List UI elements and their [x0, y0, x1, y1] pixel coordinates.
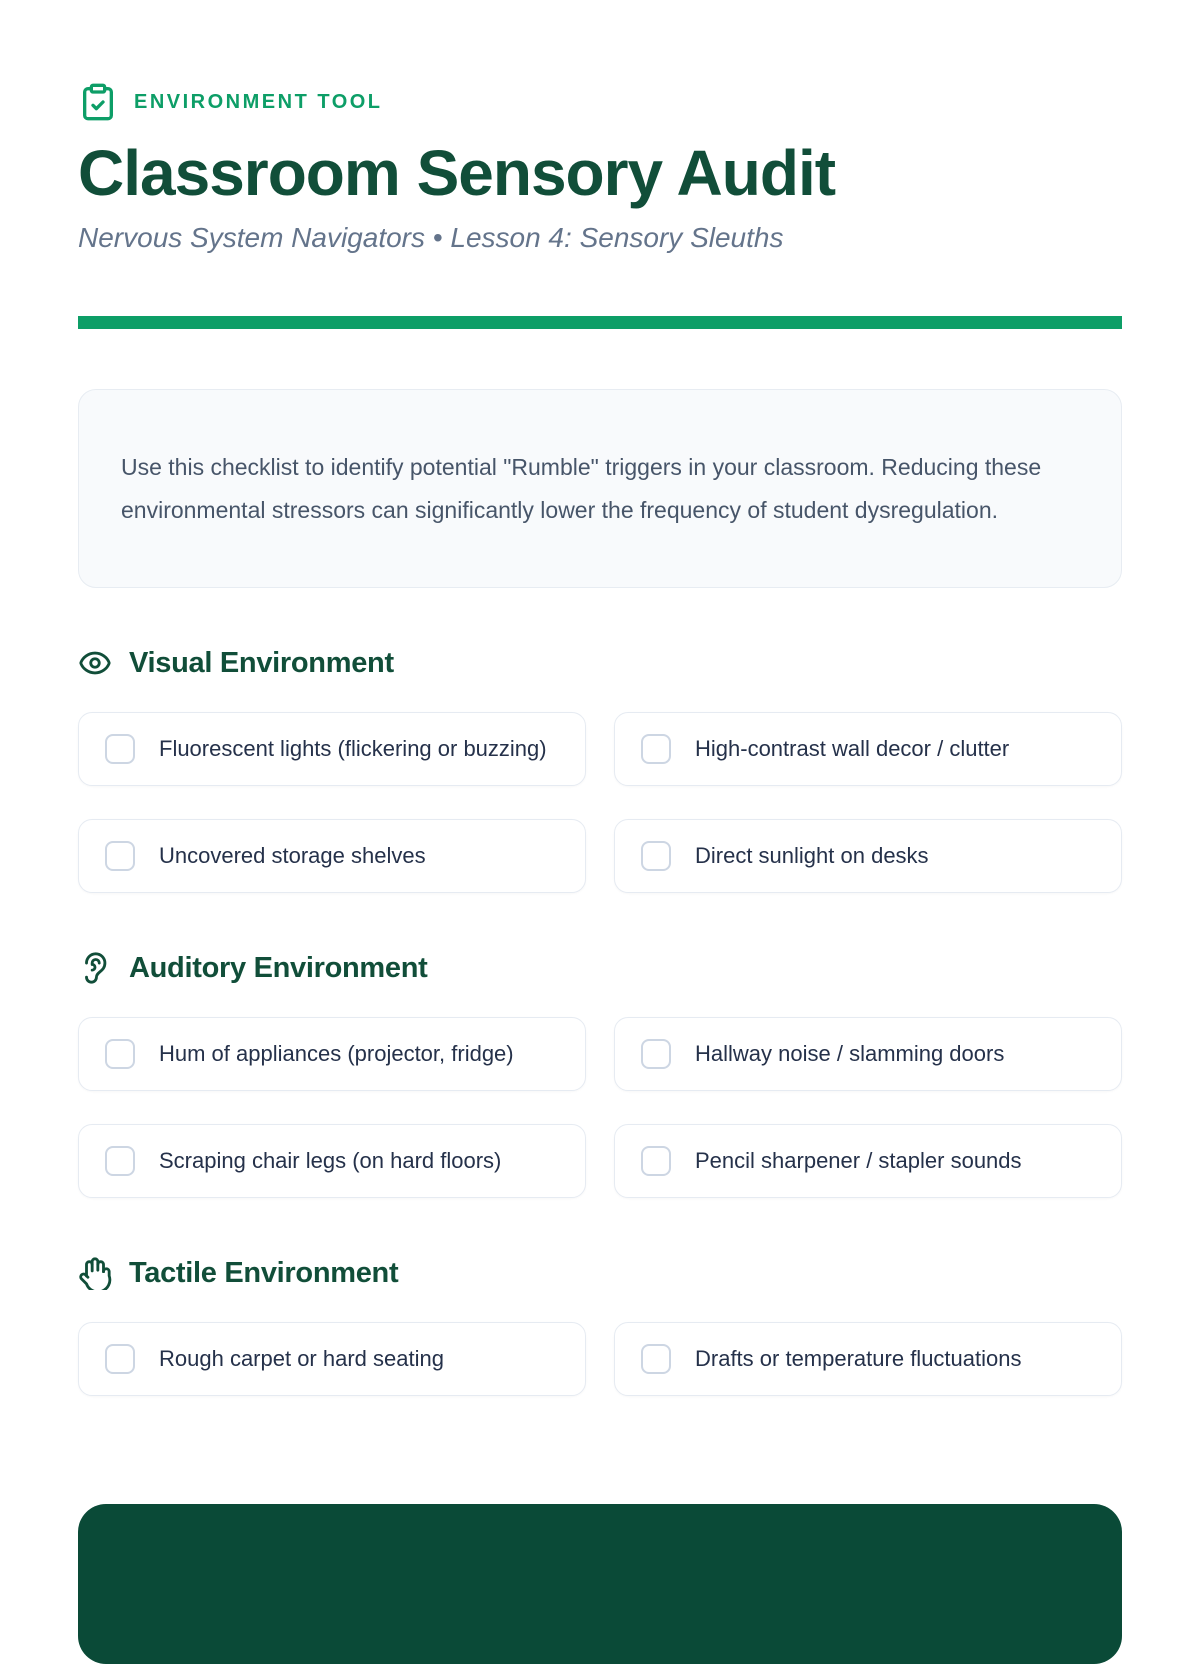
checklist-grid-auditory [78, 1017, 1122, 1198]
section-head-auditory [78, 951, 1122, 985]
section-head-visual [78, 646, 1122, 680]
clipboard-check-icon [78, 82, 118, 122]
ear-icon [78, 951, 112, 985]
checklist-item-label: Hum of appliances (projector, fridge) [159, 1041, 514, 1067]
checkbox[interactable] [105, 841, 135, 871]
eyebrow-label: ENVIRONMENT TOOL [134, 90, 383, 113]
checklist-item-card[interactable] [614, 712, 1122, 786]
checklist-item-label: Pencil sharpener / stapler sounds [695, 1148, 1022, 1174]
checklist-item-label: Hallway noise / slamming doors [695, 1041, 1005, 1067]
checklist-item-card[interactable] [78, 1124, 586, 1198]
checklist-item-label: Scraping chair legs (on hard floors) [159, 1148, 502, 1174]
intro-card [78, 389, 1122, 588]
intro-text: Use this checklist to identify potential "Rumble" triggers in your classroom. Reducing these environmental stressors can significantly lower the frequency of student dysregulation. [121, 454, 1042, 523]
footer-panel [78, 1504, 1122, 1664]
checkbox[interactable] [105, 734, 135, 764]
accent-divider [78, 316, 1122, 329]
checkbox[interactable] [105, 1344, 135, 1374]
checkbox[interactable] [641, 734, 671, 764]
checklist-item-label: Rough carpet or hard seating [159, 1346, 444, 1372]
section-title: Visual Environment [129, 646, 394, 679]
checkbox[interactable] [105, 1039, 135, 1069]
checklist-item-label: Drafts or temperature fluctuations [695, 1346, 1022, 1372]
hand-icon [78, 1256, 112, 1290]
checkbox[interactable] [641, 1039, 671, 1069]
page-title: Classroom Sensory Audit [78, 137, 836, 209]
section-head-tactile [78, 1256, 1122, 1290]
checklist-item-card[interactable] [614, 1322, 1122, 1396]
checklist-item-label: Direct sunlight on desks [695, 843, 929, 869]
checklist-item-card[interactable] [78, 712, 586, 786]
checkbox[interactable] [641, 1344, 671, 1374]
checklist-item-card[interactable] [78, 1322, 586, 1396]
checklist-item-label: High-contrast wall decor / clutter [695, 736, 1010, 762]
eye-icon [78, 646, 112, 680]
section-title: Auditory Environment [129, 951, 428, 984]
checklist-item-label: Fluorescent lights (flickering or buzzing) [159, 736, 547, 762]
eyebrow [78, 82, 1122, 122]
page-subtitle: Nervous System Navigators • Lesson 4: Sensory Sleuths [78, 222, 784, 254]
section-title: Tactile Environment [129, 1256, 399, 1289]
checklist-grid-visual [78, 712, 1122, 893]
checklist-grid-tactile [78, 1322, 1122, 1396]
checkbox[interactable] [641, 841, 671, 871]
checklist-item-card[interactable] [78, 1017, 586, 1091]
checklist-item-card[interactable] [614, 1017, 1122, 1091]
checklist-item-card[interactable] [78, 819, 586, 893]
checklist-item-card[interactable] [614, 819, 1122, 893]
checklist-item-card[interactable] [614, 1124, 1122, 1198]
checklist-item-label: Uncovered storage shelves [159, 843, 426, 869]
checkbox[interactable] [105, 1146, 135, 1176]
checkbox[interactable] [641, 1146, 671, 1176]
